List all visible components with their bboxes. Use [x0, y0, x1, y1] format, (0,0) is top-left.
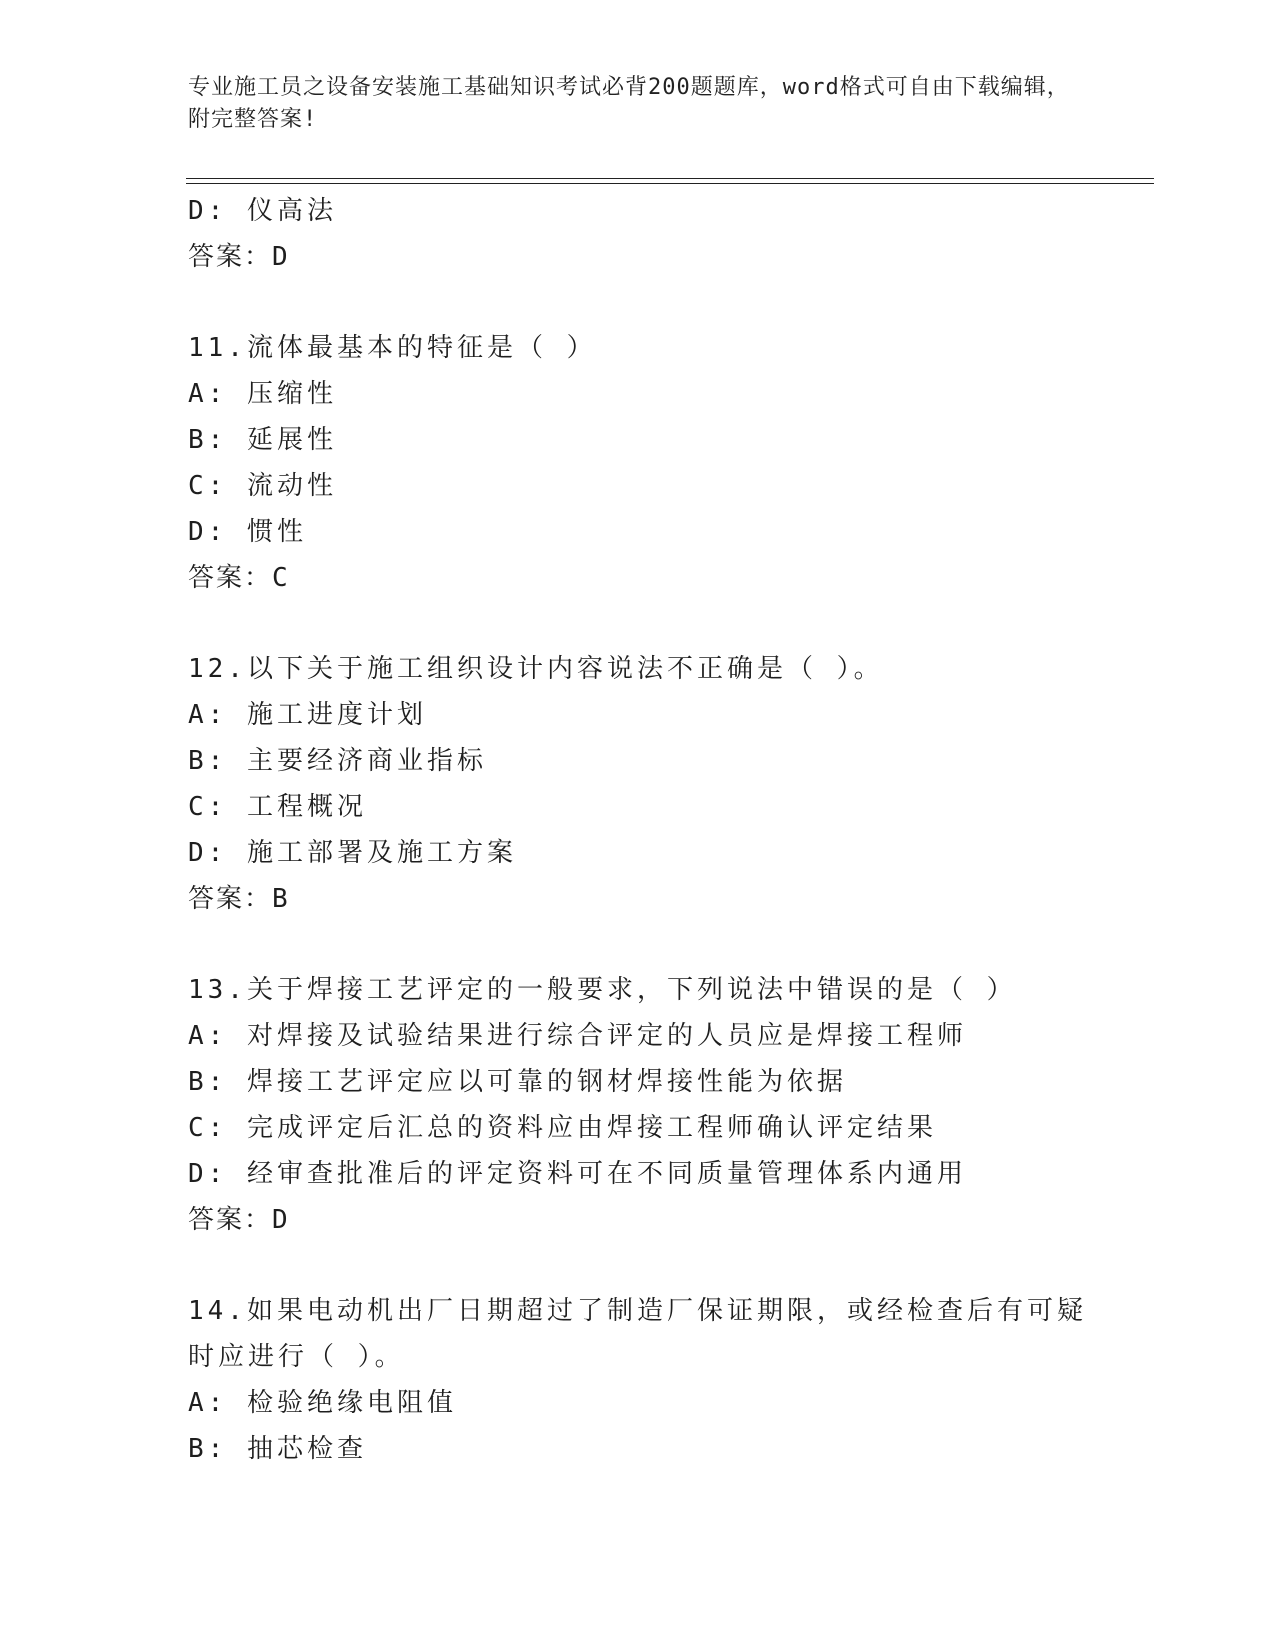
option-b: B: 抽芯检查 — [188, 1434, 367, 1464]
option-a: A: 施工进度计划 — [188, 700, 427, 730]
header-divider-top — [186, 178, 1154, 179]
option-c: C: 完成评定后汇总的资料应由焊接工程师确认评定结果 — [188, 1113, 937, 1143]
option-b: B: 延展性 — [188, 425, 337, 455]
option-a: A: 压缩性 — [188, 379, 337, 409]
option-d: D: 仪高法 — [188, 196, 337, 226]
answer: 答案：D — [188, 1205, 290, 1235]
question-stem-13: 13.关于焊接工艺评定的一般要求，下列说法中错误的是（ ） — [188, 975, 1017, 1005]
option-d: D: 施工部署及施工方案 — [188, 838, 517, 868]
header-divider-bottom — [186, 183, 1154, 184]
question-stem-11: 11.流体最基本的特征是（ ） — [188, 333, 597, 363]
answer: 答案：B — [188, 884, 290, 914]
question-stem-12: 12.以下关于施工组织设计内容说法不正确是（ ）。 — [188, 654, 884, 684]
option-b: B: 主要经济商业指标 — [188, 746, 487, 776]
question-content — [188, 188, 1148, 1472]
question-stem-14: 14.如果电动机出厂日期超过了制造厂保证期限，或经检查后有可疑时应进行（ ）。 — [188, 1296, 1087, 1372]
option-d: D: 经审查批准后的评定资料可在不同质量管理体系内通用 — [188, 1159, 967, 1189]
document-header: 专业施工员之设备安装施工基础知识考试必背200题题库，word格式可自由下载编辑，附完整答案! — [188, 75, 1070, 132]
option-a: A: 对焊接及试验结果进行综合评定的人员应是焊接工程师 — [188, 1021, 967, 1051]
option-c: C: 工程概况 — [188, 792, 367, 822]
answer: 答案：D — [188, 242, 290, 272]
option-b: B: 焊接工艺评定应以可靠的钢材焊接性能为依据 — [188, 1067, 847, 1097]
option-a: A: 检验绝缘电阻值 — [188, 1388, 457, 1418]
option-d: D: 惯性 — [188, 517, 307, 547]
option-c: C: 流动性 — [188, 471, 337, 501]
answer: 答案：C — [188, 563, 290, 593]
